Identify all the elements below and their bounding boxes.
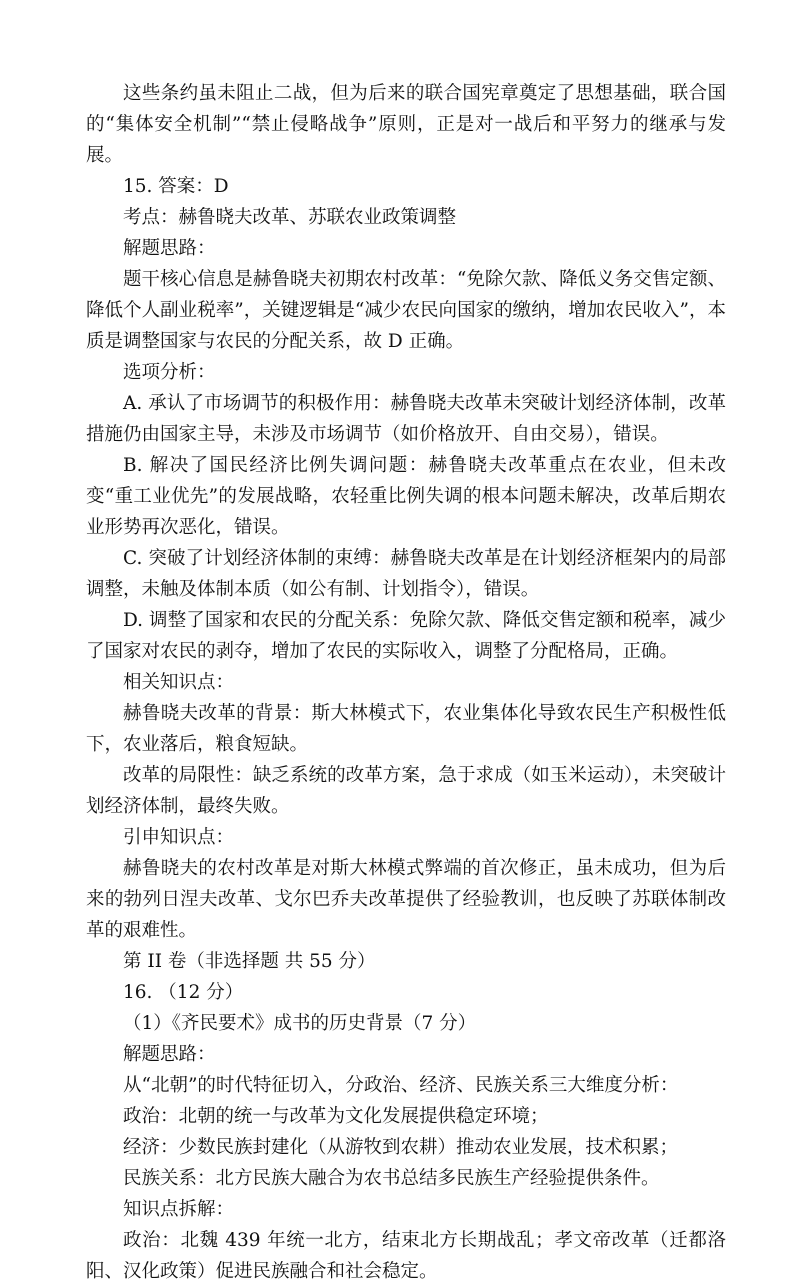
paragraph: A. 承认了市场调节的积极作用：赫鲁晓夫改革未突破计划经济体制，改革措施仍由国家主导，未涉及市场调节（如价格放开、自由交易），错误。 <box>86 393 726 445</box>
paragraph: 政治：北朝的统一与改革为文化发展提供稳定环境； <box>123 1106 549 1127</box>
paragraph: 解题思路： <box>123 238 216 259</box>
paragraph: B. 解决了国民经济比例失调问题：赫鲁晓夫改革重点在农业，但未改变“重工业优先”的发展战略，农轻重比例失调的根本问题未解决，改革后期农业形势再次恶化，错误。 <box>86 455 726 538</box>
paragraph: 相关知识点： <box>123 672 235 693</box>
paragraph: 15. 答案：D <box>123 176 229 197</box>
paragraph: 政治：北魏 439 年统一北方，结束北方长期战乱；孝文帝改革（迁都洛阳、汉化政策）促进民族融合和社会稳定。 <box>86 1230 726 1282</box>
paragraph: 引申知识点： <box>123 827 235 848</box>
paragraph: 这些条约虽未阻止二战，但为后来的联合国宪章奠定了思想基础，联合国的“集体安全机制”“禁止侵略战争”原则，正是对一战后和平努力的继承与发展。 <box>86 83 726 166</box>
paragraph: 赫鲁晓夫的农村改革是对斯大林模式弊端的首次修正，虽未成功，但为后来的勃列日涅夫改革、戈尔巴乔夫改革提供了经验教训，也反映了苏联体制改革的艰难性。 <box>86 858 726 941</box>
paragraph: 第 II 卷（非选择题 共 55 分） <box>123 951 376 972</box>
paragraph: 题干核心信息是赫鲁晓夫初期农村改革：“免除欠款、降低义务交售定额、降低个人副业税率”，关键逻辑是“减少农民向国家的缴纳，增加农民收入”，本质是调整国家与农民的分配关系，故 D 正确。 <box>86 269 726 352</box>
paragraph: 知识点拆解： <box>123 1199 235 1220</box>
paragraph: 赫鲁晓夫改革的背景：斯大林模式下，农业集体化导致农民生产积极性低下，农业落后，粮食短缺。 <box>86 703 726 755</box>
paragraph: 选项分析： <box>123 362 216 383</box>
paragraph: （1）《齐民要术》成书的历史背景（7 分） <box>123 1013 477 1034</box>
paragraph: 考点：赫鲁晓夫改革、苏联农业政策调整 <box>123 207 457 228</box>
paragraph: 从“北朝”的时代特征切入，分政治、经济、民族关系三大维度分析： <box>123 1075 679 1096</box>
paragraph: 16. （12 分） <box>123 982 244 1003</box>
paragraph: C. 突破了计划经济体制的束缚：赫鲁晓夫改革是在计划经济框架内的局部调整，未触及体制本质（如公有制、计划指令），错误。 <box>86 548 726 600</box>
paragraph: D. 调整了国家和农民的分配关系：免除欠款、降低交售定额和税率，减少了国家对农民的剥夺，增加了农民的实际收入，调整了分配格局，正确。 <box>86 610 726 662</box>
paragraph: 解题思路： <box>123 1044 216 1065</box>
paragraph: 民族关系：北方民族大融合为农书总结多民族生产经验提供条件。 <box>123 1168 660 1189</box>
paragraph: 经济：少数民族封建化（从游牧到农耕）推动农业发展，技术积累； <box>123 1137 679 1158</box>
paragraph: 改革的局限性：缺乏系统的改革方案，急于求成（如玉米运动），未突破计划经济体制，最终失败。 <box>86 765 726 817</box>
document-body <box>86 78 726 1287</box>
